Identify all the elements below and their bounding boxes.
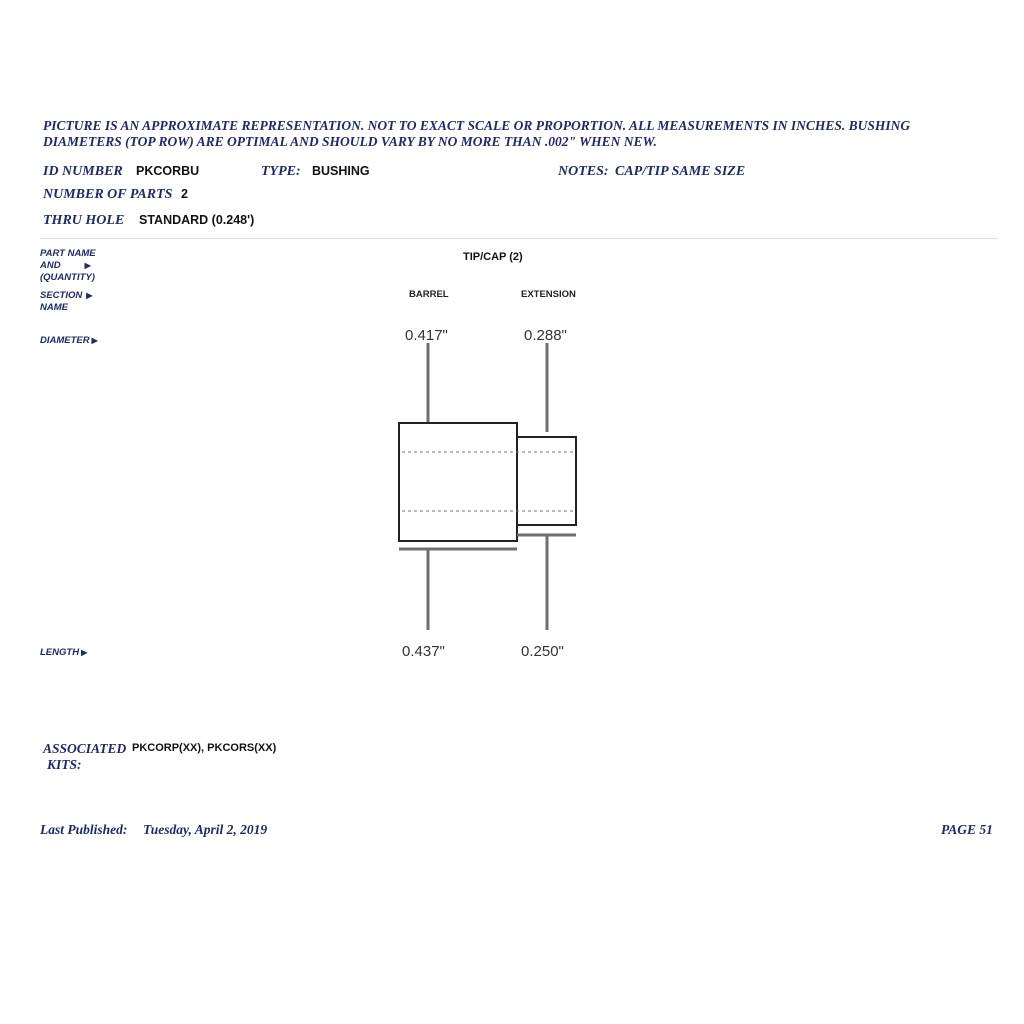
notes-value: CAP/TIP SAME SIZE bbox=[615, 164, 746, 179]
type-label: TYPE: bbox=[261, 164, 301, 179]
notes-label: NOTES: bbox=[558, 164, 609, 179]
parts-count-value: 2 bbox=[181, 187, 188, 201]
triangle-right-icon: ▶ bbox=[86, 291, 93, 300]
disclaimer-text: PICTURE IS AN APPROXIMATE REPRESENTATION. NOT TO EXACT SCALE OR PROPORTION. ALL MEASUREMENTS IN INCHES. BUSHING DIAMETERS (TOP ROW) ARE OPTIMAL AND SHOULD VARY BY NO MORE THAN .002" WHEN NEW. bbox=[43, 118, 911, 149]
section-name-extension: EXTENSION bbox=[521, 289, 576, 300]
triangle-right-icon: ▶ bbox=[84, 261, 91, 270]
associated-kits-label-line2: KITS: bbox=[47, 757, 82, 772]
barrel-diameter-value: 0.417" bbox=[405, 327, 448, 344]
triangle-right-icon: ▶ bbox=[91, 336, 98, 345]
part-name-value: TIP/CAP (2) bbox=[463, 251, 523, 263]
section-label-text: SECTION bbox=[40, 290, 83, 301]
part-name-label-line2 bbox=[40, 260, 96, 272]
diameter-label-text: DIAMETER bbox=[40, 335, 90, 346]
thru-hole-label: THRU HOLE bbox=[43, 213, 125, 228]
section-label-line2: NAME bbox=[40, 302, 68, 313]
extension-length-value: 0.250" bbox=[521, 643, 564, 660]
diameter-row-label bbox=[40, 335, 98, 347]
parts-count-label: NUMBER OF PARTS bbox=[43, 187, 173, 202]
section-row-label bbox=[40, 290, 92, 314]
id-number-value: PKCORBU bbox=[136, 164, 200, 178]
part-name-label-line3: (QUANTITY) bbox=[40, 272, 95, 283]
part-name-label-line1: PART NAME bbox=[40, 248, 96, 259]
barrel-length-value: 0.437" bbox=[402, 643, 445, 660]
thru-hole-value: STANDARD (0.248') bbox=[139, 213, 255, 227]
part-name-and-text: AND bbox=[40, 260, 61, 271]
associated-kits-label bbox=[43, 741, 126, 773]
part-name-row-label bbox=[40, 248, 96, 284]
header-divider bbox=[40, 238, 998, 239]
triangle-right-icon: ▶ bbox=[81, 648, 88, 657]
section-name-barrel: BARREL bbox=[409, 289, 449, 300]
bushing-drawing bbox=[380, 340, 600, 640]
extension-body bbox=[517, 437, 576, 525]
associated-kits-label-line1: ASSOCIATED bbox=[43, 741, 127, 756]
last-published-label: Last Published: bbox=[40, 822, 128, 837]
section-label-line1 bbox=[40, 290, 92, 302]
extension-diameter-value: 0.288" bbox=[524, 327, 567, 344]
type-value: BUSHING bbox=[312, 164, 370, 178]
length-row-label bbox=[40, 647, 87, 659]
last-published-date: Tuesday, April 2, 2019 bbox=[143, 822, 268, 837]
page-number: PAGE 51 bbox=[941, 822, 993, 837]
barrel-body bbox=[399, 423, 517, 541]
associated-kits-value: PKCORP(XX), PKCORS(XX) bbox=[132, 742, 277, 754]
length-label-text: LENGTH bbox=[40, 647, 80, 658]
id-number-label: ID NUMBER bbox=[43, 164, 123, 179]
